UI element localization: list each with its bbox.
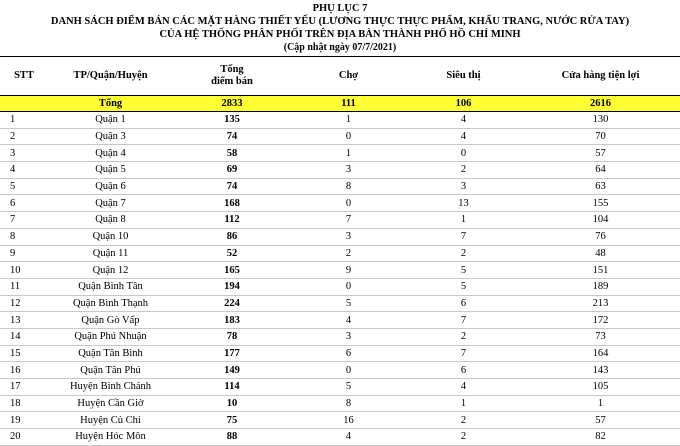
- row-total: 86: [173, 228, 291, 245]
- row-supermarket: 13: [406, 195, 521, 212]
- row-total: 69: [173, 162, 291, 179]
- row-supermarket: 4: [406, 128, 521, 145]
- row-convenience: 57: [521, 145, 680, 162]
- table-row: [0, 345, 680, 362]
- table-row: [0, 395, 680, 412]
- row-convenience: 63: [521, 178, 680, 195]
- row-convenience: 151: [521, 262, 680, 279]
- row-district: Quận 3: [48, 128, 173, 145]
- row-market: 4: [291, 429, 406, 446]
- row-total: 75: [173, 412, 291, 429]
- row-district: Quận 8: [48, 212, 173, 229]
- table-row: [0, 295, 680, 312]
- table-header-row: [0, 57, 680, 96]
- row-district: Quận Tân Phú: [48, 362, 173, 379]
- row-district: Quận Tân Bình: [48, 345, 173, 362]
- row-market: 5: [291, 379, 406, 396]
- row-supermarket: 1: [406, 212, 521, 229]
- row-district: Huyện Cần Giờ: [48, 395, 173, 412]
- row-total: 74: [173, 178, 291, 195]
- row-stt: 8: [0, 228, 48, 245]
- row-stt: 7: [0, 212, 48, 229]
- row-supermarket: 6: [406, 295, 521, 312]
- row-district: Quận Bình Thạnh: [48, 295, 173, 312]
- row-convenience: 105: [521, 379, 680, 396]
- row-market: 8: [291, 395, 406, 412]
- row-stt: 3: [0, 145, 48, 162]
- row-convenience: 1: [521, 395, 680, 412]
- row-total: 165: [173, 262, 291, 279]
- table-row: [0, 278, 680, 295]
- col-header-market: Chợ: [291, 57, 406, 96]
- total-market: 111: [291, 96, 406, 112]
- row-district: Huyện Hóc Môn: [48, 429, 173, 446]
- row-stt: 13: [0, 312, 48, 329]
- appendix-title: PHỤ LỤC 7: [312, 3, 368, 14]
- row-supermarket: 1: [406, 395, 521, 412]
- row-supermarket: 2: [406, 328, 521, 345]
- row-district: Quận Phú Nhuận: [48, 328, 173, 345]
- row-district: Quận 10: [48, 228, 173, 245]
- row-convenience: 189: [521, 278, 680, 295]
- row-market: 3: [291, 228, 406, 245]
- row-convenience: 76: [521, 228, 680, 245]
- row-market: 3: [291, 328, 406, 345]
- row-district: Quận Bình Tân: [48, 278, 173, 295]
- row-district: Quận 5: [48, 162, 173, 179]
- row-market: 6: [291, 345, 406, 362]
- total-stt: [0, 96, 48, 112]
- row-district: Quận 7: [48, 195, 173, 212]
- table-row: [0, 245, 680, 262]
- row-district: Quận 4: [48, 145, 173, 162]
- row-total: 168: [173, 195, 291, 212]
- row-district: Quận 1: [48, 112, 173, 129]
- row-convenience: 172: [521, 312, 680, 329]
- document-header: [0, 0, 680, 54]
- row-convenience: 143: [521, 362, 680, 379]
- total-supermarket: 106: [406, 96, 521, 112]
- row-supermarket: 7: [406, 228, 521, 245]
- row-convenience: 104: [521, 212, 680, 229]
- row-total: 88: [173, 429, 291, 446]
- row-convenience: 73: [521, 328, 680, 345]
- row-district: Quận 11: [48, 245, 173, 262]
- row-total: 10: [173, 395, 291, 412]
- row-supermarket: 2: [406, 429, 521, 446]
- row-stt: 5: [0, 178, 48, 195]
- row-stt: 9: [0, 245, 48, 262]
- row-total: 224: [173, 295, 291, 312]
- row-convenience: 82: [521, 429, 680, 446]
- row-stt: 6: [0, 195, 48, 212]
- total-label: Tổng: [48, 96, 173, 112]
- row-supermarket: 7: [406, 345, 521, 362]
- sales-points-table: [0, 56, 680, 446]
- row-market: 1: [291, 112, 406, 129]
- row-convenience: 213: [521, 295, 680, 312]
- row-stt: 15: [0, 345, 48, 362]
- row-convenience: 130: [521, 112, 680, 129]
- col-header-total-line2: điểm bán: [211, 76, 253, 87]
- table-row: [0, 162, 680, 179]
- row-total: 52: [173, 245, 291, 262]
- row-total: 177: [173, 345, 291, 362]
- row-supermarket: 4: [406, 112, 521, 129]
- row-total: 58: [173, 145, 291, 162]
- table-row: [0, 128, 680, 145]
- table-row: [0, 328, 680, 345]
- row-stt: 20: [0, 429, 48, 446]
- table-row: [0, 212, 680, 229]
- document-subtitle: CỦA HỆ THỐNG PHÂN PHỐI TRÊN ĐỊA BÀN THÀNH PHỐ HỒ CHÍ MINH: [159, 29, 521, 40]
- row-total: 78: [173, 328, 291, 345]
- row-market: 2: [291, 245, 406, 262]
- row-convenience: 164: [521, 345, 680, 362]
- row-total: 149: [173, 362, 291, 379]
- row-stt: 12: [0, 295, 48, 312]
- row-supermarket: 0: [406, 145, 521, 162]
- col-header-total: [173, 57, 291, 96]
- row-stt: 1: [0, 112, 48, 129]
- row-total: 194: [173, 278, 291, 295]
- table-row: [0, 262, 680, 279]
- row-convenience: 64: [521, 162, 680, 179]
- col-header-district: TP/Quận/Huyện: [48, 57, 173, 96]
- col-header-total-line1: Tổng: [220, 64, 244, 75]
- row-total: 183: [173, 312, 291, 329]
- table-row: [0, 112, 680, 129]
- update-date: (Cập nhật ngày 07/7/2021): [283, 42, 397, 53]
- row-district: Quận 6: [48, 178, 173, 195]
- row-stt: 14: [0, 328, 48, 345]
- row-supermarket: 2: [406, 412, 521, 429]
- row-district: Huyện Củ Chi: [48, 412, 173, 429]
- row-market: 3: [291, 162, 406, 179]
- row-stt: 16: [0, 362, 48, 379]
- table-row: [0, 228, 680, 245]
- row-convenience: 70: [521, 128, 680, 145]
- col-header-supermarket: Siêu thị: [406, 57, 521, 96]
- table-row: [0, 312, 680, 329]
- row-supermarket: 4: [406, 379, 521, 396]
- row-market: 8: [291, 178, 406, 195]
- row-total: 74: [173, 128, 291, 145]
- row-stt: 4: [0, 162, 48, 179]
- row-market: 9: [291, 262, 406, 279]
- row-market: 7: [291, 212, 406, 229]
- row-market: 16: [291, 412, 406, 429]
- row-total: 114: [173, 379, 291, 396]
- row-supermarket: 2: [406, 245, 521, 262]
- row-supermarket: 5: [406, 278, 521, 295]
- total-convenience: 2616: [521, 96, 680, 112]
- row-stt: 11: [0, 278, 48, 295]
- row-supermarket: 3: [406, 178, 521, 195]
- table-row: [0, 412, 680, 429]
- col-header-convenience: Cửa hàng tiện lợi: [521, 57, 680, 96]
- row-market: 1: [291, 145, 406, 162]
- row-district: Quận 12: [48, 262, 173, 279]
- row-market: 0: [291, 278, 406, 295]
- total-count: 2833: [173, 96, 291, 112]
- row-convenience: 155: [521, 195, 680, 212]
- row-supermarket: 5: [406, 262, 521, 279]
- row-stt: 18: [0, 395, 48, 412]
- table-row: [0, 178, 680, 195]
- row-supermarket: 2: [406, 162, 521, 179]
- row-market: 0: [291, 195, 406, 212]
- row-market: 4: [291, 312, 406, 329]
- row-district: Huyện Bình Chánh: [48, 379, 173, 396]
- row-stt: 2: [0, 128, 48, 145]
- row-stt: 17: [0, 379, 48, 396]
- table-row: [0, 145, 680, 162]
- total-row: [0, 96, 680, 112]
- row-market: 5: [291, 295, 406, 312]
- row-supermarket: 6: [406, 362, 521, 379]
- table-row: [0, 195, 680, 212]
- table-row: [0, 362, 680, 379]
- row-total: 112: [173, 212, 291, 229]
- document-title: DANH SÁCH ĐIỂM BÁN CÁC MẶT HÀNG THIẾT YẾU (LƯƠNG THỰC THỰC PHẨM, KHẨU TRANG, NƯỚC RỬA TAY): [50, 16, 630, 27]
- col-header-stt: STT: [0, 57, 48, 96]
- row-market: 0: [291, 362, 406, 379]
- row-total: 135: [173, 112, 291, 129]
- row-stt: 19: [0, 412, 48, 429]
- table-row: [0, 379, 680, 396]
- row-supermarket: 7: [406, 312, 521, 329]
- row-stt: 10: [0, 262, 48, 279]
- row-convenience: 48: [521, 245, 680, 262]
- row-market: 0: [291, 128, 406, 145]
- row-convenience: 57: [521, 412, 680, 429]
- row-district: Quận Gò Vấp: [48, 312, 173, 329]
